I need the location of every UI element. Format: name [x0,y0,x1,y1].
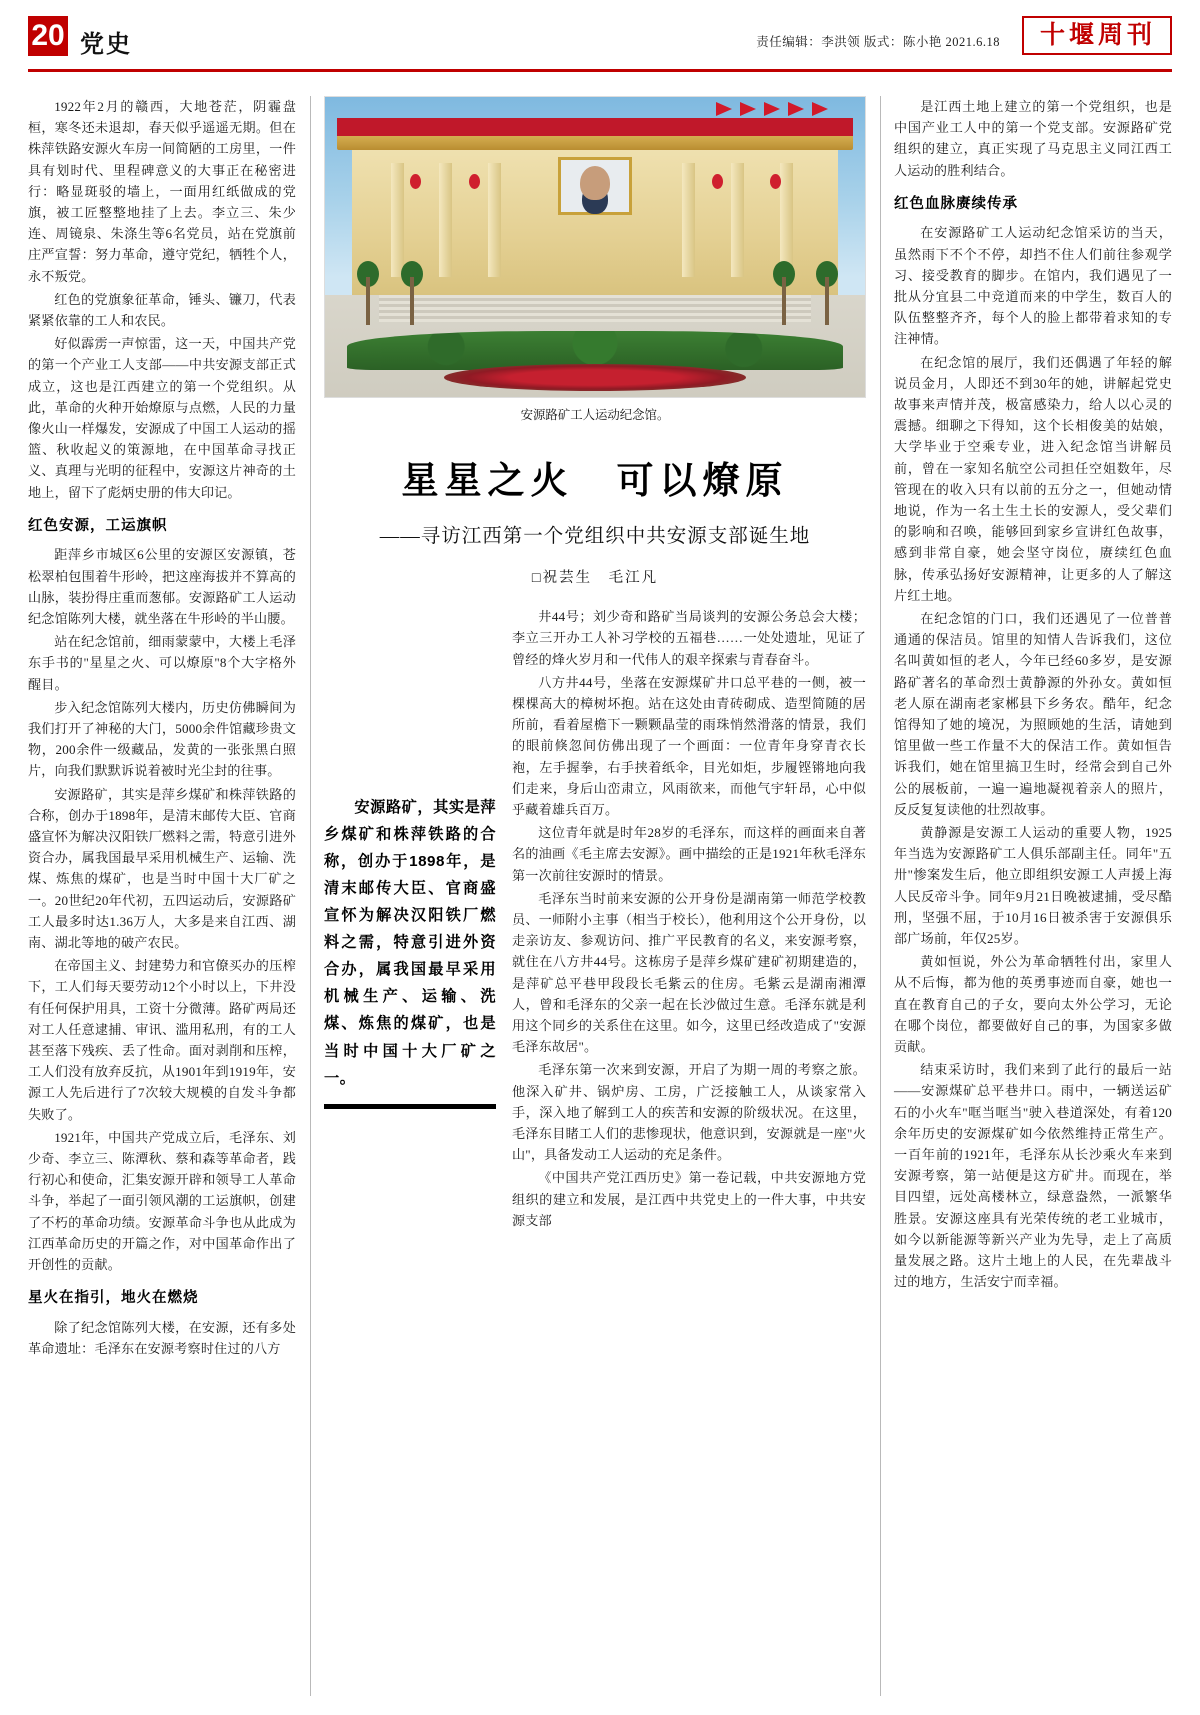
paragraph: 距萍乡市城区6公里的安源区安源镇，苍松翠柏包围着牛形岭，把这座海拔并不算高的山脉，装扮得庄重而葱郁。安源路矿工人运动纪念馆陈列大楼，就坐落在牛形岭的半山腰。 [28,547,296,626]
flag-row [716,102,828,116]
lantern-icon [469,174,480,189]
editor-credits: 责任编辑：李洪领 版式：陈小艳 2021.6.18 [756,35,1000,49]
red-banner [337,118,852,136]
paragraph: 在纪念馆的展厅，我们还偶遇了年轻的解说员金月，人即还不到30年的她，讲解起党史故事来声情并茂，极富感染力，给人以心灵的震撼。细聊之下得知，这个长相俊美的姑娘，大学毕业于空乘专业，进入纪念馆当讲解员前，曾在一家知名航空公司担任空姐数年，尽管现在的收入只有以前的五分之一，但她动情地说，作为一名土生土长的安源人，受父辈们的影响和召唤，能够回到家乡宣讲红色故事，感到非常自豪，她会坚守岗位，赓续红色血脉，传承弘扬好安源精神，让更多的人了解这片红土地。 [894,354,1172,603]
paragraph: 步入纪念馆陈列大楼内，历史仿佛瞬间为我们打开了神秘的大门，5000余件馆藏珍贵文物，200余件一级藏品，发黄的一张张黑白照片，向我们默默诉说着被时光尘封的往事。 [28,699,296,779]
paragraph: 这位青年就是时年28岁的毛泽东，而这样的画面来自著名的油画《毛主席去安源》。画中描绘的正是1921年秋毛泽东第一次前往安源时的情景。 [512,825,866,883]
building-column [439,163,452,278]
tree-icon [816,261,838,325]
paragraph: 站在纪念馆前，细雨蒙蒙中，大楼上毛泽东手书的"星星之火、可以燎原"8个大字格外醒目。 [28,634,296,692]
paragraph: 1921年，中国共产党成立后，毛泽东、刘少奇、李立三、陈潭秋、蔡和森等革命者，践行初心和使命，汇集安源开辟和领导工人革命斗争，举起了一面引领风潮的工运旗帜，创建了不朽的革命功绩。安源革命斗争也从此成为江西革命历史的开篇之作，对中国革命作出了开创性的贡献。 [28,1129,296,1273]
pullquote-block [324,606,496,1233]
paragraph: 1922年2月的赣西，大地苍茫，阴霾盘桓，寒冬还未退却，春天似乎遥遥无期。但在株萍铁路安源火车房一间简陋的工房里，一件具有划时代、里程碑意义的大事正在秘密进行：略显斑驳的墙上，一面用红纸做成的党旗，被工匠整整地挂了上去。李立三、朱少连、周镜泉、朱涤生等6名党员，站在党旗前庄严宣誓：努力革命，遵守党纪，牺牲个人，永不叛党。 [28,99,296,284]
paragraph: 黄如恒说，外公为革命牺牲付出，家里人从不后悔，都为他的英勇事迹而自豪，她也一直在教育自己的子女，要向太外公学习，无论在哪个岗位，都要做好自己的事，为国家多做贡献。 [894,954,1172,1055]
paragraph: 红色的党旗象征革命，锤头、镰刀，代表紧紧依靠的工人和农民。 [28,291,296,329]
paragraph: 《中国共产党江西历史》第一卷记载，中共安源地方党组织的建立和发展，是江西中共党史上的一件大事，中共安源支部 [512,1170,866,1228]
memorial-hall-photo [324,96,866,398]
tree-icon [357,261,379,325]
tree-icon [773,261,795,325]
subheading: 红色血脉赓续传承 [894,195,1018,212]
subheading: 红色安源，工运旗帜 [28,517,168,534]
masthead [28,10,1172,72]
paragraph: 在安源路矿工人运动纪念馆采访的当天，虽然雨下不个不停，却挡不住人们前往参观学习、接受教育的脚步。在馆内，我们遇见了一批从分宜县二中竞道而来的中学生，数百人的队伍整整齐齐，每个人的脸上都带着求知的专注神情。 [894,225,1172,347]
paragraph: 除了纪念馆陈列大楼，在安源，还有多处革命遗址：毛泽东在安源考察时住过的八方 [28,1319,296,1356]
article-subtitle: ——寻访江西第一个党组织中共安源支部诞生地 [379,526,811,548]
lantern-icon [712,174,723,189]
page-number: 20 [28,16,68,56]
paragraph: 毛泽东第一次来到安源，开启了为期一周的考察之旅。他深入矿井、锅炉房、工房，广泛接触工人，从谈家常入手，深入地了解到工人的疾苦和安源的阶级状况。在这里，毛泽东目睹工人们的悲惨现状，他意识到，安源就是一座"火山"，具备发动工人运动的充足条件。 [512,1062,866,1163]
red-flag-icon [740,102,756,116]
paragraph: 井44号；刘少奇和路矿当局谈判的安源公务总会大楼；李立三开办工人补习学校的五福巷……一处处遗址，见证了曾经的烽火岁月和一代伟人的艰辛探索与青春奋斗。 [512,609,866,667]
column-one [28,96,310,1696]
column-three [880,96,1172,1696]
paragraph: 是江西土地上建立的第一个党组织，也是中国产业工人中的第一个党支部。安源路矿党组织的建立，真正实现了马克思主义同江西工人运动的胜利结合。 [894,99,1172,178]
article-photo-block [324,96,866,425]
headline-block [324,451,866,590]
paragraph: 黄静源是安源工人运动的重要人物，1925年当选为安源路矿工人俱乐部副主任。同年"五卅"惨案发生后，他立即组织安源工人声援上海人民反帝斗争。同年9月21日晚被逮捕，受尽酷刑，坚强不屈，于10月16日被杀害于安源俱乐部广场前，年仅25岁。 [894,824,1172,946]
column-two-text [512,606,866,1233]
paragraph: 在纪念馆的门口，我们还遇见了一位普普通通的保洁员。馆里的知情人告诉我们，这位名叫黄如恒的老人，今年已经60多岁，是安源路矿著名的革命烈士黄静源的外孙女。黄如恒老人原在湖南老家郴县下乡务农。酷年，纪念馆得知了她的境况，为照顾她的生活，请她到馆里做一些工作量不大的保洁工作。黄如恒告诉我们，她在馆里搞卫生时，经常会到自己外公的展板前，一遍一遍地凝视着亲人的照片，反反复复读他的壮烈故事。 [894,610,1172,817]
lantern-icon [410,174,421,189]
paragraph: 八方井44号，坐落在安源煤矿井口总平巷的一侧，被一棵棵高大的樟树坏抱。站在这处由青砖砌成、造型简随的居所前，看着屋檐下一颗颗晶莹的雨珠悄然滑落的情景，我们的眼前倏忽间仿佛出现了一个画面：一位青年身穿青衣长袍，左手握拳，右手挟着纸伞，目光如炬，步履铿锵地向我们走来，身后山峦肃立，风雨欲来，而他气宇轩昂，心中似乎藏着雄兵百万。 [512,674,866,817]
red-flag-icon [764,102,780,116]
building-column [731,163,744,278]
column-two [310,96,880,1696]
tree-icon [401,261,423,325]
red-flag-icon [716,102,732,116]
article-byline: □祝芸生 毛江凡 [531,569,659,586]
article-title: 星星之火 可以燎原 [401,460,789,502]
photo-caption: 安源路矿工人运动纪念馆。 [520,408,670,422]
paragraph: 在帝国主义、封建势力和官僚买办的压榨下，工人们每天要劳动12个小时以上，下井没有任何保护用具，工资十分微薄。路矿两局还对工人任意逮捕、审讯、滥用私刑，有的工人甚至落下残疾、丢了性命。面对剥削和压榨，工人们没有放弃反抗，从1901年到1919年，安源工人先后进行了7次较大规模的自发斗争都失败了。 [28,958,296,1122]
paragraph: 毛泽东当时前来安源的公开身份是湖南第一师范学校教员、一师附小主事（相当于校长），他利用这个公开身份，以走亲访友、参观访问、推广平民教育的名义，来安源考察，就住在八方井44号。这栋房子是萍乡煤矿建矿初期建造的，是萍矿总平巷甲段段长毛紫云的住房。毛紫云是湖南湘潭人，曾和毛泽东的父亲一起在长沙做过生意。毛泽东就是利用这个同乡的关系住在这里。如今，这里已经改造成了"安源毛泽东故居"。 [512,890,866,1055]
red-flag-icon [812,102,828,116]
article-body [28,96,1172,1696]
entry-steps [379,295,811,322]
pullquote-rule [324,1104,496,1109]
building-column [488,163,501,278]
section-title: 党史 [80,31,132,58]
column-two-flow [324,606,866,1233]
subheading: 星火在指引，地火在燃烧 [28,1290,199,1307]
memorial-building [352,145,838,295]
paragraph: 安源路矿，其实是萍乡煤矿和株萍铁路的合称，创办于1898年，是清末邮传大臣、官商盛宣怀为解决汉阳铁厂燃料之需，特意引进外资合办，属我国最早采用机械生产、运输、洗煤、炼焦的煤矿，也是当时中国十大厂矿之一。20世纪20年代初，五四运动后，安源路矿工人最多时达1.36万人，大多是来自江西、湖南、湖北等地的破产农民。 [28,786,296,950]
newspaper-page [0,10,1200,1715]
pullquote-text: 安源路矿，其实是萍乡煤矿和株萍铁路的合称，创办于1898年，是清末邮传大臣、官商盛宣怀为解决汉阳铁厂燃料之需，特意引进外资合办，属我国最早采用机械生产、运输、洗煤、炼焦的煤矿，也是当时中国十大厂矿之一。 [324,799,496,1087]
paragraph: 结束采访时，我们来到了此行的最后一站——安源煤矿总平巷井口。雨中，一辆送运矿石的小火车"哐当哐当"驶入巷道深处，有着120余年历史的安源煤矿如今依然维持正常生产。一百年前的1921年，毛泽东从长沙乘火车来到安源考察，第一站便是这方矿井。而现在，举目四望，远处高楼林立，绿意盎然，一派繁华胜景。安源这座具有光荣传统的老工业城市，如今以新能源等新兴产业为先导，走上了高质量发展之路。这片土地上的人民，在先辈战斗过的地方，生活安宁而幸福。 [894,1062,1172,1290]
publication-brand: 十堰周刊 [1022,16,1172,55]
red-flag-icon [788,102,804,116]
paragraph: 好似霹雳一声惊雷，这一天，中国共产党的第一个产业工人支部——中共安源支部正式成立，这也是江西建立的第一个党组织。从此，革命的火种开始燎原与点燃，人民的力量像火山一样爆发，安源成了中国工人运动的摇篮、秋收起义的策源地，在中国革命寻找正义、真理与光明的征程中，安源这片神奇的土地上，留下了彪炳史册的伟大印记。 [28,336,296,500]
building-column [682,163,695,278]
flower-bed [444,364,746,391]
mao-portrait [558,157,632,215]
